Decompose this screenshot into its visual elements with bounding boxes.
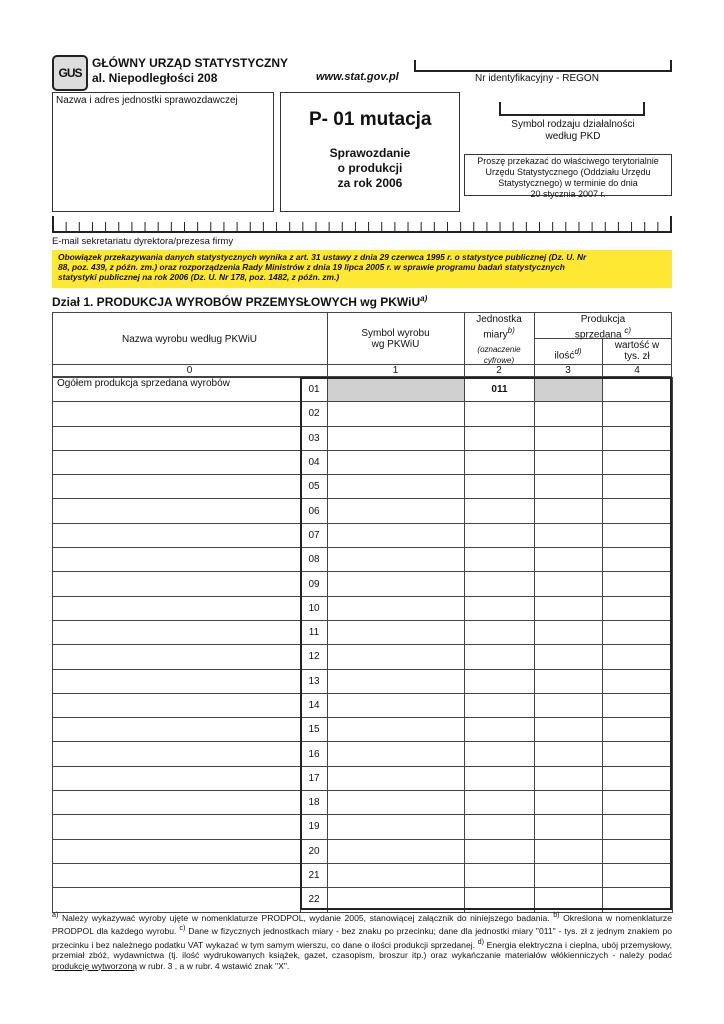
quantity-cell[interactable] xyxy=(535,402,603,426)
value-cell[interactable] xyxy=(603,450,673,474)
product-name-cell[interactable] xyxy=(53,863,301,887)
row-number: 14 xyxy=(301,693,328,717)
row-number: 07 xyxy=(301,523,328,547)
table-row xyxy=(53,669,673,693)
row-number: 22 xyxy=(301,888,328,912)
table-row xyxy=(53,548,673,572)
form-title-box xyxy=(280,92,460,212)
col-num-0: 0 xyxy=(186,365,193,376)
product-name-cell[interactable] xyxy=(53,620,301,644)
row-number: 05 xyxy=(301,475,328,499)
table-row xyxy=(53,791,673,815)
table-row xyxy=(53,718,673,742)
unit-cell[interactable] xyxy=(465,742,535,766)
symbol-cell[interactable] xyxy=(328,572,465,596)
symbol-cell[interactable] xyxy=(328,839,465,863)
quantity-cell[interactable] xyxy=(535,863,603,887)
row-number: 16 xyxy=(301,742,328,766)
symbol-cell xyxy=(328,378,465,402)
product-name-cell[interactable] xyxy=(53,426,301,450)
row-number: 06 xyxy=(301,499,328,523)
footnote-b: Określona w nomenklaturze PRODPOL dla każdego wyrobu. xyxy=(52,912,672,937)
quantity-cell[interactable] xyxy=(535,742,603,766)
product-name-cell[interactable] xyxy=(53,499,301,523)
col-num-1: 1 xyxy=(392,365,399,376)
row-number: 20 xyxy=(301,839,328,863)
value-cell[interactable] xyxy=(603,426,673,450)
unit-cell[interactable] xyxy=(465,548,535,572)
delivery-line3: Statystycznego) w terminie do dnia xyxy=(498,178,638,188)
gus-logo: GUS xyxy=(52,55,88,91)
row-number: 04 xyxy=(301,450,328,474)
report-line1: Sprawozdanie xyxy=(329,146,411,160)
delivery-instruction-box xyxy=(464,154,672,199)
table-row xyxy=(53,766,673,790)
row-number: 19 xyxy=(301,815,328,839)
quantity-cell[interactable] xyxy=(535,548,603,572)
product-name-cell[interactable] xyxy=(53,693,301,717)
value-cell[interactable] xyxy=(603,669,673,693)
value-cell[interactable] xyxy=(603,499,673,523)
unit-cell[interactable] xyxy=(465,620,535,644)
quantity-cell[interactable] xyxy=(535,523,603,547)
product-name-cell[interactable] xyxy=(53,815,301,839)
symbol-cell[interactable] xyxy=(328,791,465,815)
quantity-cell[interactable] xyxy=(535,669,603,693)
row-number: 12 xyxy=(301,645,328,669)
pkd-label: Symbol rodzaju działalności według PKD xyxy=(511,119,635,142)
quantity-cell[interactable] xyxy=(535,766,603,790)
symbol-cell[interactable] xyxy=(328,523,465,547)
form-code: P- 01 mutacja xyxy=(309,109,432,130)
org-address: al. Niepodległości 208 xyxy=(92,71,218,85)
unit-cell[interactable] xyxy=(465,572,535,596)
col-num-2: 2 xyxy=(496,365,502,376)
table-row xyxy=(53,815,673,839)
unit-cell[interactable] xyxy=(465,718,535,742)
table-row xyxy=(53,620,673,644)
value-cell[interactable] xyxy=(603,548,673,572)
product-name-cell[interactable] xyxy=(53,596,301,620)
col-value-header: wartość w tys. zł xyxy=(614,340,660,362)
symbol-cell[interactable] xyxy=(328,888,465,912)
col-symbol-header: Symbol wyrobu wg PKWiU xyxy=(361,328,430,350)
value-cell[interactable] xyxy=(603,402,673,426)
product-name-cell[interactable] xyxy=(53,645,301,669)
quantity-cell[interactable] xyxy=(535,475,603,499)
quantity-cell[interactable] xyxy=(535,426,603,450)
product-name-cell[interactable] xyxy=(53,450,301,474)
product-name-cell: Ogółem produkcja sprzedana wyrobów xyxy=(53,378,301,402)
symbol-cell[interactable] xyxy=(328,742,465,766)
symbol-cell[interactable] xyxy=(328,426,465,450)
value-cell[interactable] xyxy=(603,596,673,620)
product-name-cell[interactable] xyxy=(53,888,301,912)
delivery-line2: Urzędu Statystycznego (Oddziału Urzędu xyxy=(485,167,651,177)
report-line3: za rok 2006 xyxy=(337,176,403,190)
product-name-cell[interactable] xyxy=(53,742,301,766)
quantity-cell[interactable] xyxy=(535,791,603,815)
col-num-4: 4 xyxy=(634,365,640,376)
table-row xyxy=(53,523,673,547)
unit-cell[interactable] xyxy=(465,645,535,669)
row-number: 08 xyxy=(301,548,328,572)
footnote-d-underline: produkcję wytworzoną xyxy=(52,960,138,971)
table-row xyxy=(53,378,673,402)
table-row xyxy=(53,499,673,523)
product-name-cell[interactable] xyxy=(53,718,301,742)
symbol-cell[interactable] xyxy=(328,815,465,839)
table-row xyxy=(53,450,673,474)
value-cell[interactable] xyxy=(603,645,673,669)
col-num-3: 3 xyxy=(565,365,571,376)
col-name-header: Nazwa wyrobu według PKWiU xyxy=(121,334,258,345)
row-number: 11 xyxy=(301,620,328,644)
table-row xyxy=(53,839,673,863)
quantity-cell[interactable] xyxy=(535,572,603,596)
value-cell[interactable] xyxy=(603,766,673,790)
email-field[interactable] xyxy=(52,216,672,234)
data-table xyxy=(52,377,673,913)
table-row xyxy=(53,596,673,620)
value-cell[interactable] xyxy=(603,888,673,912)
quantity-cell[interactable] xyxy=(535,839,603,863)
product-name-cell[interactable] xyxy=(53,475,301,499)
value-cell[interactable] xyxy=(603,620,673,644)
notice-line2: 88, poz. 439, z późn. zm.) oraz rozporządzenia Rady Ministrów z dnia 19 lipca 2005 r. w sprawie programu badań statystycznych xyxy=(58,262,565,272)
table-row xyxy=(53,475,673,499)
symbol-cell[interactable] xyxy=(328,863,465,887)
value-cell[interactable] xyxy=(603,839,673,863)
org-name: GŁÓWNY URZĄD STATYSTYCZNY xyxy=(92,56,288,70)
unit-name-address-box[interactable] xyxy=(52,92,274,212)
email-label: E-mail sekretariatu dyrektora/prezesa firmy xyxy=(52,236,234,247)
footnote-d: Energia elektryczna i cieplna, ubój przemysłowy, przemiał zbóż, wydawnictwa (tj. ilość wydrukowanych książek, gazet, czasopism, broszur itp.) oraz wykańczanie materiałów włókienniczych - należy podać xyxy=(52,939,673,961)
unit-box-label: Nazwa i adres jednostki sprawozdawczej xyxy=(56,95,238,106)
value-cell[interactable] xyxy=(603,572,673,596)
footnotes: $^{a)}$ Należy wykazywać wyroby ujęte w nomenklaturze PRODPOL, wydanie 2005, stanowiącej załącznik do niniejszego badania. $^{b)}$ Określona w nomenklaturze PRODPOL dla każdego wyrobu. $^{c)}$ Dane w fizycznych jednostkach miary - bez znaku po przecinku; dane dla jednostki miary "011" - tys. zł z jednym znakiem po przecinku i bez należnego podatku VAT wykazać w tym samym wierszu, co dane o ilości produkcji sprzedanej. $^{d)}$ Energia elektryczna i cieplna, ubój przemysłowy, przemiał zbóż, wydawnictwa (tj. ilość wydrukowanych książek, gazet, czasopism, broszur itp.) oraz wykańczanie materiałów włókienniczych - należy podać produkcję wytworzoną w rubr. 3 , a w rubr. 4 wstawić znak "X". xyxy=(52,911,673,971)
notice-line3: statystyki publicznej na rok 2006 (Dz. U. Nr 178, poz. 1482, z późn. zm.) xyxy=(58,272,340,282)
row-number: 10 xyxy=(301,596,328,620)
unit-cell[interactable] xyxy=(465,402,535,426)
row-number: 13 xyxy=(301,669,328,693)
symbol-cell[interactable] xyxy=(328,718,465,742)
table-row xyxy=(53,742,673,766)
unit-cell[interactable] xyxy=(465,791,535,815)
value-cell[interactable] xyxy=(603,742,673,766)
row-number: 15 xyxy=(301,718,328,742)
value-cell[interactable] xyxy=(603,815,673,839)
table-row xyxy=(53,572,673,596)
unit-cell[interactable] xyxy=(465,669,535,693)
quantity-cell[interactable] xyxy=(535,888,603,912)
quantity-cell[interactable] xyxy=(535,645,603,669)
email-comb xyxy=(52,216,672,234)
row-number: 03 xyxy=(301,426,328,450)
col-qty-header: ilość$^{d)}$ xyxy=(554,347,582,362)
symbol-cell[interactable] xyxy=(328,669,465,693)
symbol-cell[interactable] xyxy=(328,620,465,644)
symbol-cell[interactable] xyxy=(328,645,465,669)
product-name-cell[interactable] xyxy=(53,572,301,596)
product-name-cell[interactable] xyxy=(53,669,301,693)
unit-cell[interactable] xyxy=(465,863,535,887)
value-cell[interactable] xyxy=(603,718,673,742)
row-number: 17 xyxy=(301,766,328,790)
data-body xyxy=(52,377,672,910)
symbol-cell[interactable] xyxy=(328,548,465,572)
row-number: 01 xyxy=(301,378,328,402)
symbol-cell[interactable] xyxy=(328,596,465,620)
value-cell[interactable] xyxy=(603,475,673,499)
unit-cell[interactable] xyxy=(465,839,535,863)
col-unit-header: Jednostka miary$^{b)}$ (oznaczenie cyfrowe) xyxy=(476,314,522,366)
product-name-cell[interactable] xyxy=(53,523,301,547)
unit-cell[interactable] xyxy=(465,523,535,547)
unit-cell[interactable] xyxy=(465,499,535,523)
quantity-cell[interactable] xyxy=(535,450,603,474)
symbol-cell[interactable] xyxy=(328,499,465,523)
row-number: 02 xyxy=(301,402,328,426)
quantity-cell[interactable] xyxy=(535,815,603,839)
row-number: 18 xyxy=(301,791,328,815)
unit-cell: 011 xyxy=(465,378,535,402)
delivery-line4: 20 stycznia 2007 r. xyxy=(530,189,606,199)
footnote-c: Dane w fizycznych jednostkach miary - bez znaku po przecinku; dane dla jednostki miary "011" - tys. zł z jednym znakiem po przecinku i bez należnego podatku VAT wykazać w tym samym wierszu, co dane o ilości produkcji sprzedanej. xyxy=(52,926,673,950)
row-number: 21 xyxy=(301,863,328,887)
value-cell[interactable] xyxy=(603,693,673,717)
product-name-cell[interactable] xyxy=(53,548,301,572)
unit-cell[interactable] xyxy=(465,450,535,474)
quantity-cell[interactable] xyxy=(535,596,603,620)
product-name-cell[interactable] xyxy=(53,766,301,790)
product-name-cell[interactable] xyxy=(53,839,301,863)
value-cell[interactable] xyxy=(603,378,673,402)
symbol-cell[interactable] xyxy=(328,766,465,790)
symbol-cell[interactable] xyxy=(328,450,465,474)
value-cell[interactable] xyxy=(603,523,673,547)
value-cell[interactable] xyxy=(603,863,673,887)
unit-cell[interactable] xyxy=(465,815,535,839)
quantity-cell[interactable] xyxy=(535,620,603,644)
table-row xyxy=(53,426,673,450)
legal-notice xyxy=(52,250,672,288)
table-row xyxy=(53,863,673,887)
footnote-d-end: w rubr. 3 , a w rubr. 4 wstawić znak "X". xyxy=(139,960,290,971)
table-row xyxy=(53,402,673,426)
product-name-cell[interactable] xyxy=(53,791,301,815)
value-cell[interactable] xyxy=(603,791,673,815)
website: www.stat.gov.pl xyxy=(316,71,399,83)
table-row xyxy=(53,888,673,912)
footnote-a: Należy wykazywać wyroby ujęte w nomenklaturze PRODPOL, wydanie 2005, stanowiącej załącznik do niniejszego badania. xyxy=(61,912,550,923)
table-row xyxy=(53,693,673,717)
quantity-cell xyxy=(535,378,603,402)
regon-label: Nr identyfikacyjny - REGON xyxy=(475,73,599,84)
quantity-cell[interactable] xyxy=(535,499,603,523)
symbol-cell[interactable] xyxy=(328,475,465,499)
symbol-cell[interactable] xyxy=(328,693,465,717)
unit-cell[interactable] xyxy=(465,888,535,912)
report-line2: o produkcji xyxy=(337,161,403,175)
section-title: Dział 1. PRODUKCJA WYROBÓW PRZEMYSŁOWYCH wg PKWiU$^{a)}$ xyxy=(52,294,428,309)
symbol-cell[interactable] xyxy=(328,402,465,426)
unit-cell[interactable] xyxy=(465,475,535,499)
unit-cell[interactable] xyxy=(465,426,535,450)
notice-line1: Obowiązek przekazywania danych statystycznych wynika z art. 31 ustawy z dnia 29 czerwca 1995 r. o statystyce publicznej (Dz. U. Nr xyxy=(58,252,587,262)
quantity-cell[interactable] xyxy=(535,693,603,717)
unit-cell[interactable] xyxy=(465,693,535,717)
product-name-cell[interactable] xyxy=(53,402,301,426)
delivery-line1: Proszę przekazać do właściwego terytorialnie xyxy=(477,156,659,166)
quantity-cell[interactable] xyxy=(535,718,603,742)
unit-cell[interactable] xyxy=(465,766,535,790)
unit-cell[interactable] xyxy=(465,596,535,620)
table-row xyxy=(53,645,673,669)
row-number: 09 xyxy=(301,572,328,596)
col-prod-header: Produkcja sprzedana $^{c)}$ xyxy=(574,314,632,341)
